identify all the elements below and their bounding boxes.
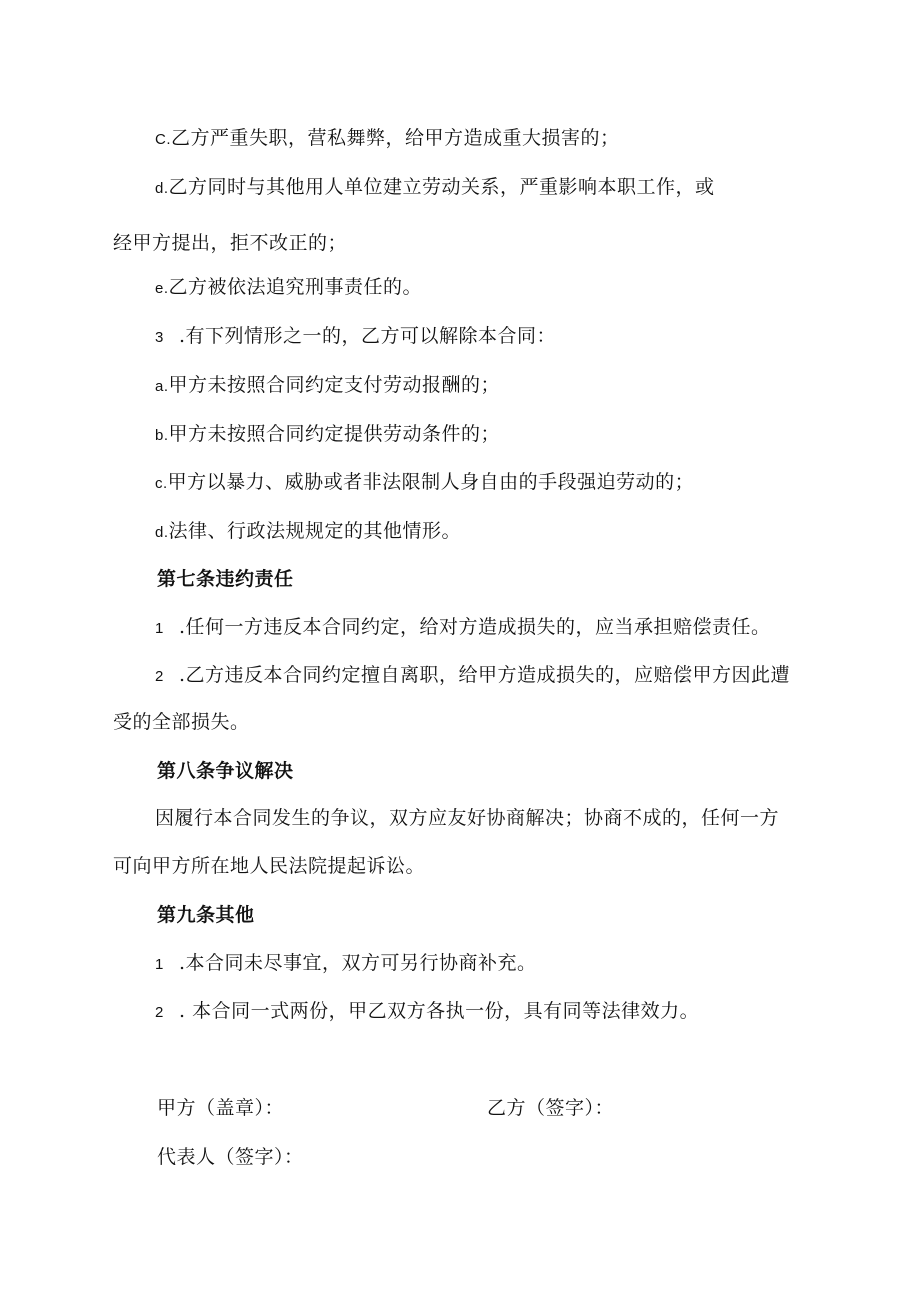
item-text: 经甲方提出，拒不改正的； bbox=[113, 232, 348, 254]
item-marker: b. bbox=[155, 427, 169, 444]
point-number: 3 bbox=[155, 329, 164, 346]
clause-item-b bbox=[155, 422, 500, 448]
point-number: 2 bbox=[155, 668, 164, 685]
article-7-heading: 第七条违约责任 bbox=[157, 568, 294, 590]
point-text: . 本合同一式两份，甲乙双方各执一份，具有同等法律效力。 bbox=[179, 1000, 700, 1022]
point-text: .乙方违反本合同约定擅自离职，给甲方造成损失的，应赔偿甲方因此遭 bbox=[179, 664, 791, 686]
article-9-point-2 bbox=[155, 999, 699, 1025]
item-marker: c. bbox=[155, 475, 168, 492]
article-7-point-2 bbox=[155, 663, 790, 689]
point-number: 1 bbox=[155, 956, 164, 973]
clause-item-c bbox=[155, 126, 620, 152]
article-7-point-2-continuation: 受的全部损失。 bbox=[113, 711, 250, 733]
clause-point-3 bbox=[155, 324, 556, 350]
point-number: 1 bbox=[155, 620, 164, 637]
clause-item-c2 bbox=[155, 470, 694, 496]
article-8-paragraph: 因履行本合同发生的争议，双方应友好协商解决；协商不成的，任何一方 bbox=[155, 807, 780, 829]
item-marker: d. bbox=[155, 524, 169, 541]
party-b-signature: 乙方（签字）： bbox=[487, 1097, 615, 1119]
item-text: 甲方未按照合同约定提供劳动条件的； bbox=[168, 423, 501, 445]
point-text: .本合同未尽事宜，双方可另行协商补充。 bbox=[179, 952, 537, 974]
item-marker: d. bbox=[155, 180, 169, 197]
article-8-heading: 第八条争议解决 bbox=[157, 760, 294, 782]
point-number: 2 bbox=[155, 1004, 164, 1021]
clause-item-e bbox=[155, 275, 422, 301]
article-9-point-1 bbox=[155, 951, 537, 977]
clause-item-d bbox=[155, 175, 715, 201]
item-text: 法律、行政法规规定的其他情形。 bbox=[168, 520, 462, 542]
item-marker: C. bbox=[155, 131, 171, 148]
item-marker: a. bbox=[155, 378, 169, 395]
representative-signature: 代表人（签字）： bbox=[157, 1146, 304, 1168]
clause-item-d-continuation bbox=[113, 231, 347, 255]
point-text: .有下列情形之一的，乙方可以解除本合同： bbox=[179, 325, 557, 347]
party-a-signature: 甲方（盖章）： bbox=[157, 1097, 285, 1119]
article-7-point-1 bbox=[155, 615, 771, 641]
clause-item-d2 bbox=[155, 519, 461, 545]
item-text: 乙方被依法追究刑事责任的。 bbox=[168, 276, 423, 298]
item-text: 甲方未按照合同约定支付劳动报酬的； bbox=[168, 374, 501, 396]
clause-item-a bbox=[155, 373, 500, 399]
item-text: 乙方同时与其他用人单位建立劳动关系，严重影响本职工作，或 bbox=[168, 176, 715, 198]
article-9-heading: 第九条其他 bbox=[157, 904, 255, 926]
item-text: 乙方严重失职，营私舞弊，给甲方造成重大损害的； bbox=[171, 127, 620, 149]
item-text: 甲方以暴力、威胁或者非法限制人身自由的手段强迫劳动的； bbox=[167, 471, 695, 493]
article-8-paragraph-continuation: 可向甲方所在地人民法院提起诉讼。 bbox=[113, 855, 426, 877]
item-marker: e. bbox=[155, 280, 169, 297]
point-text: .任何一方违反本合同约定，给对方造成损失的，应当承担赔偿责任。 bbox=[179, 616, 771, 638]
